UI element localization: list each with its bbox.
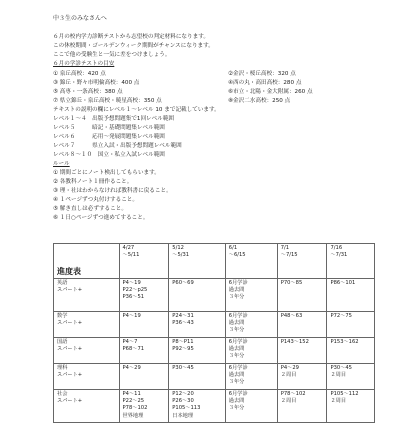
intro-line-3: ここで他の受験生と一気に差をつけましょう。: [53, 52, 171, 58]
table-cell: 6月学診 過去問 ３年分: [225, 364, 277, 390]
table-cell: P30～45: [169, 364, 226, 390]
target-4: ④西の丸・高田高校：280 点: [228, 80, 302, 86]
table-row: [54, 364, 375, 390]
table-header-row: [54, 244, 375, 279]
table-cell: P60～69: [169, 279, 226, 312]
level-item: レベル７ 県立入試・出版予想問題レベル範囲: [53, 143, 182, 149]
table-cell: 6月学診 過去問 ３年分: [225, 390, 277, 423]
period-header: 7/1 ～7/15: [277, 244, 327, 279]
target-6: ⑥市立・北陽・金大附属：260 点: [228, 89, 313, 95]
rule-item: ⑤ 解き直しは必ずすること。: [53, 206, 127, 212]
table-row: [54, 338, 375, 364]
table-cell: 6月学診 過去問 ３年分: [225, 338, 277, 364]
target-1: ① 泉丘高校：420 点: [53, 71, 106, 77]
table-cell: P30～45 ２周目: [327, 364, 375, 390]
table-cell: P4～7 P68～71: [119, 338, 169, 364]
period-header: 7/16 ～7/31: [327, 244, 375, 279]
subject-cell: 国語 スパート+: [54, 338, 120, 364]
target-8: ⑧金沢二水高校：250 点: [228, 98, 291, 104]
table-cell: P4～29: [119, 364, 169, 390]
period-header: 4/27 ～5/11: [119, 244, 169, 279]
table-cell: P105～112 ２周目: [327, 390, 375, 423]
target-2: ②金沢・桜丘高校：320 点: [228, 71, 296, 77]
table-row: [54, 279, 375, 312]
progress-table: [53, 243, 375, 423]
target-heading: ６月の学診テストの目安: [53, 61, 115, 67]
table-cell: P8～P11 P92～95: [169, 338, 226, 364]
level-item: レベル８〜１０ 国立・私立入試レベル範囲: [53, 152, 165, 158]
table-cell: P4～19 P22～p25 P36～51: [119, 279, 169, 312]
target-5: ⑤ 高専・一条高校：380 点: [53, 89, 123, 95]
table-cell: P86～101: [327, 279, 375, 312]
table-cell: 6月学診 過去問 ３年分: [225, 279, 277, 312]
table-cell: P70～85: [277, 279, 327, 312]
level-item: レベル６ 応用〜発展問題集レベル範囲: [53, 134, 165, 140]
greeting: 中３生のみなさんへ: [53, 15, 107, 22]
subject-cell: 社会 スパート+: [54, 390, 120, 423]
table-cell: P153～162: [327, 338, 375, 364]
subject-cell: 英語 スパート+: [54, 279, 120, 312]
table-cell: P24～31 P36～43: [169, 312, 226, 338]
rule-item: ⑥ １日○ページずつ進めてすること。: [53, 215, 149, 221]
level-item: レベル５ 暗記・基礎問題集レベル範囲: [53, 125, 165, 131]
period-header: 5/12 ～5/31: [169, 244, 226, 279]
table-cell: P12～20 P26～30 P105～113 日本地理: [169, 390, 226, 423]
level-note: テキストの説明の欄にレベル１～レベル 10 まで記載しています。: [53, 107, 220, 113]
level-item: レベル１～４ 出版予想問題集で1回レベル範囲: [53, 116, 175, 122]
table-cell: P4～29 ２周目: [277, 364, 327, 390]
table-row: [54, 390, 375, 423]
rule-item: ④ １ページずつ丸付けすること。: [53, 197, 138, 203]
subject-cell: 数学 スパート+: [54, 312, 120, 338]
period-header: 6/1 ～6/15: [225, 244, 277, 279]
intro-line-2: この休校期間・ゴールデンウィーク期間がチャンスになります。: [53, 43, 214, 49]
subject-cell: 理科 スパート+: [54, 364, 120, 390]
table-cell: P4～11 P22～25 P78～102 世界地理: [119, 390, 169, 423]
table-row: [54, 312, 375, 338]
rules-heading: ルール: [53, 161, 70, 167]
rule-item: ② 各教科ノート１冊作ること。: [53, 179, 133, 185]
table-cell: 6月学診 過去問 ３年分: [225, 312, 277, 338]
target-7: ⑦ 県立錦丘・泉丘高校・暁星高校：350 点: [53, 98, 162, 104]
table-title: 進度表: [54, 244, 120, 279]
rule-item: ① 期間ごとにノート検出してもらいます。: [53, 170, 160, 176]
table-cell: P78～102 ２周目: [277, 390, 327, 423]
table-cell: P48～63: [277, 312, 327, 338]
target-3: ③ 錦丘・野々市明倫高校：400 点: [53, 80, 140, 86]
rule-item: ③ 理・社はわからなければ教科書に戻ること。: [53, 188, 172, 194]
table-cell: P143～152: [277, 338, 327, 364]
intro-line-1: ６月の校内学力診断テストから志望校の判定材料になります。: [53, 34, 209, 40]
table-cell: P72～75: [327, 312, 375, 338]
table-cell: P4～19: [119, 312, 169, 338]
